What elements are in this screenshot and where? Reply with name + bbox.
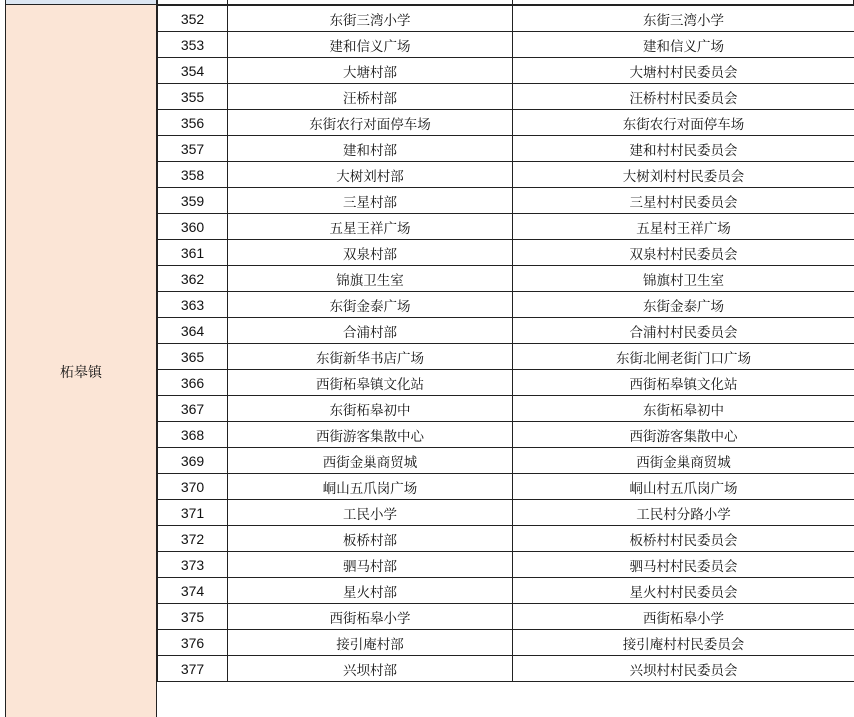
unit-name-cell[interactable]: 东街柘皋初中 xyxy=(513,396,854,422)
table-row xyxy=(158,630,854,656)
table-row xyxy=(158,578,854,604)
site-name-cell[interactable]: 三星村部 xyxy=(228,188,513,214)
table-row xyxy=(158,32,854,58)
site-name-cell[interactable]: 东街新华书店广场 xyxy=(228,344,513,370)
unit-name-cell[interactable]: 兴坝村村民委员会 xyxy=(513,656,854,682)
unit-name-cell[interactable]: 东街金泰广场 xyxy=(513,292,854,318)
row-number-cell[interactable]: 369 xyxy=(158,448,228,474)
row-number-cell[interactable]: 363 xyxy=(158,292,228,318)
row-number-cell[interactable]: 362 xyxy=(158,266,228,292)
unit-name-cell[interactable]: 驷马村村民委员会 xyxy=(513,552,854,578)
table-row xyxy=(158,422,854,448)
unit-name-cell[interactable]: 工民村分路小学 xyxy=(513,500,854,526)
table-row xyxy=(158,552,854,578)
row-number-cell[interactable]: 377 xyxy=(158,656,228,682)
data-table xyxy=(157,5,854,682)
unit-name-cell[interactable]: 大树刘村村民委员会 xyxy=(513,162,854,188)
unit-name-cell[interactable]: 星火村村民委员会 xyxy=(513,578,854,604)
row-number-cell[interactable]: 368 xyxy=(158,422,228,448)
row-number-cell[interactable]: 354 xyxy=(158,58,228,84)
unit-name-cell[interactable]: 西街游客集散中心 xyxy=(513,422,854,448)
row-number-cell[interactable]: 373 xyxy=(158,552,228,578)
row-number-cell[interactable]: 376 xyxy=(158,630,228,656)
site-name-cell[interactable]: 五星王祥广场 xyxy=(228,214,513,240)
site-name-cell[interactable]: 东街三湾小学 xyxy=(228,6,513,32)
table-row xyxy=(158,656,854,682)
unit-name-cell[interactable]: 西街金巢商贸城 xyxy=(513,448,854,474)
unit-name-cell[interactable]: 建和信义广场 xyxy=(513,32,854,58)
unit-name-cell[interactable]: 接引庵村村民委员会 xyxy=(513,630,854,656)
unit-name-cell[interactable]: 峒山村五爪岗广场 xyxy=(513,474,854,500)
table-row xyxy=(158,448,854,474)
table-row xyxy=(158,474,854,500)
site-name-cell[interactable]: 板桥村部 xyxy=(228,526,513,552)
site-name-cell[interactable]: 东街农行对面停车场 xyxy=(228,110,513,136)
table-row xyxy=(158,292,854,318)
unit-name-cell[interactable]: 建和村村民委员会 xyxy=(513,136,854,162)
table-row xyxy=(158,240,854,266)
row-number-cell[interactable]: 359 xyxy=(158,188,228,214)
region-header-strip xyxy=(5,0,157,5)
site-name-cell[interactable]: 双泉村部 xyxy=(228,240,513,266)
site-name-cell[interactable]: 建和信义广场 xyxy=(228,32,513,58)
site-name-cell[interactable]: 大树刘村部 xyxy=(228,162,513,188)
unit-name-cell[interactable]: 锦旗村卫生室 xyxy=(513,266,854,292)
unit-name-cell[interactable]: 东街三湾小学 xyxy=(513,6,854,32)
row-number-cell[interactable]: 365 xyxy=(158,344,228,370)
site-name-cell[interactable]: 西街柘皋镇文化站 xyxy=(228,370,513,396)
region-cell[interactable] xyxy=(5,0,157,717)
row-number-cell[interactable]: 367 xyxy=(158,396,228,422)
site-name-cell[interactable]: 汪桥村部 xyxy=(228,84,513,110)
row-number-cell[interactable]: 360 xyxy=(158,214,228,240)
table-row xyxy=(158,344,854,370)
site-name-cell[interactable]: 西街金巢商贸城 xyxy=(228,448,513,474)
unit-name-cell[interactable]: 板桥村村民委员会 xyxy=(513,526,854,552)
row-number-cell[interactable]: 364 xyxy=(158,318,228,344)
row-number-cell[interactable]: 374 xyxy=(158,578,228,604)
row-number-cell[interactable]: 358 xyxy=(158,162,228,188)
table-row xyxy=(158,6,854,32)
unit-name-cell[interactable]: 西街柘皋镇文化站 xyxy=(513,370,854,396)
row-number-cell[interactable]: 371 xyxy=(158,500,228,526)
row-number-cell[interactable]: 352 xyxy=(158,6,228,32)
row-number-cell[interactable]: 353 xyxy=(158,32,228,58)
table-row xyxy=(158,266,854,292)
unit-name-cell[interactable]: 五星村王祥广场 xyxy=(513,214,854,240)
row-number-cell[interactable]: 372 xyxy=(158,526,228,552)
table-row xyxy=(158,84,854,110)
table-row xyxy=(158,214,854,240)
row-number-cell[interactable]: 370 xyxy=(158,474,228,500)
table-row xyxy=(158,110,854,136)
site-name-cell[interactable]: 峒山五爪岗广场 xyxy=(228,474,513,500)
table-row xyxy=(158,136,854,162)
site-name-cell[interactable]: 接引庵村部 xyxy=(228,630,513,656)
site-name-cell[interactable]: 西街柘皋小学 xyxy=(228,604,513,630)
site-name-cell[interactable]: 建和村部 xyxy=(228,136,513,162)
table-row xyxy=(158,370,854,396)
table-row xyxy=(158,604,854,630)
site-name-cell[interactable]: 星火村部 xyxy=(228,578,513,604)
row-number-cell[interactable]: 361 xyxy=(158,240,228,266)
row-number-cell[interactable]: 357 xyxy=(158,136,228,162)
row-number-cell[interactable]: 375 xyxy=(158,604,228,630)
unit-name-cell[interactable]: 西街柘皋小学 xyxy=(513,604,854,630)
table-row xyxy=(158,500,854,526)
site-name-cell[interactable]: 合浦村部 xyxy=(228,318,513,344)
table-body xyxy=(158,6,854,682)
row-number-cell[interactable]: 355 xyxy=(158,84,228,110)
unit-name-cell[interactable]: 东街北闸老街门口广场 xyxy=(513,344,854,370)
table-row xyxy=(158,58,854,84)
site-name-cell[interactable]: 驷马村部 xyxy=(228,552,513,578)
table-row xyxy=(158,188,854,214)
region-label: 柘皋镇 xyxy=(60,365,102,381)
site-name-cell[interactable]: 西街游客集散中心 xyxy=(228,422,513,448)
site-name-cell[interactable]: 东街柘皋初中 xyxy=(228,396,513,422)
table-row xyxy=(158,318,854,344)
site-name-cell[interactable]: 东街金泰广场 xyxy=(228,292,513,318)
unit-name-cell[interactable]: 双泉村村民委员会 xyxy=(513,240,854,266)
row-number-cell[interactable]: 356 xyxy=(158,110,228,136)
site-name-cell[interactable]: 工民小学 xyxy=(228,500,513,526)
site-name-cell[interactable]: 锦旗卫生室 xyxy=(228,266,513,292)
unit-name-cell[interactable]: 三星村村民委员会 xyxy=(513,188,854,214)
unit-name-cell[interactable]: 汪桥村村民委员会 xyxy=(513,84,854,110)
table-row xyxy=(158,162,854,188)
unit-name-cell[interactable]: 大塘村村民委员会 xyxy=(513,58,854,84)
site-name-cell[interactable]: 兴坝村部 xyxy=(228,656,513,682)
unit-name-cell[interactable]: 东街农行对面停车场 xyxy=(513,110,854,136)
table-row xyxy=(158,526,854,552)
row-number-cell[interactable]: 366 xyxy=(158,370,228,396)
unit-name-cell[interactable]: 合浦村村民委员会 xyxy=(513,318,854,344)
table-row xyxy=(158,396,854,422)
site-name-cell[interactable]: 大塘村部 xyxy=(228,58,513,84)
